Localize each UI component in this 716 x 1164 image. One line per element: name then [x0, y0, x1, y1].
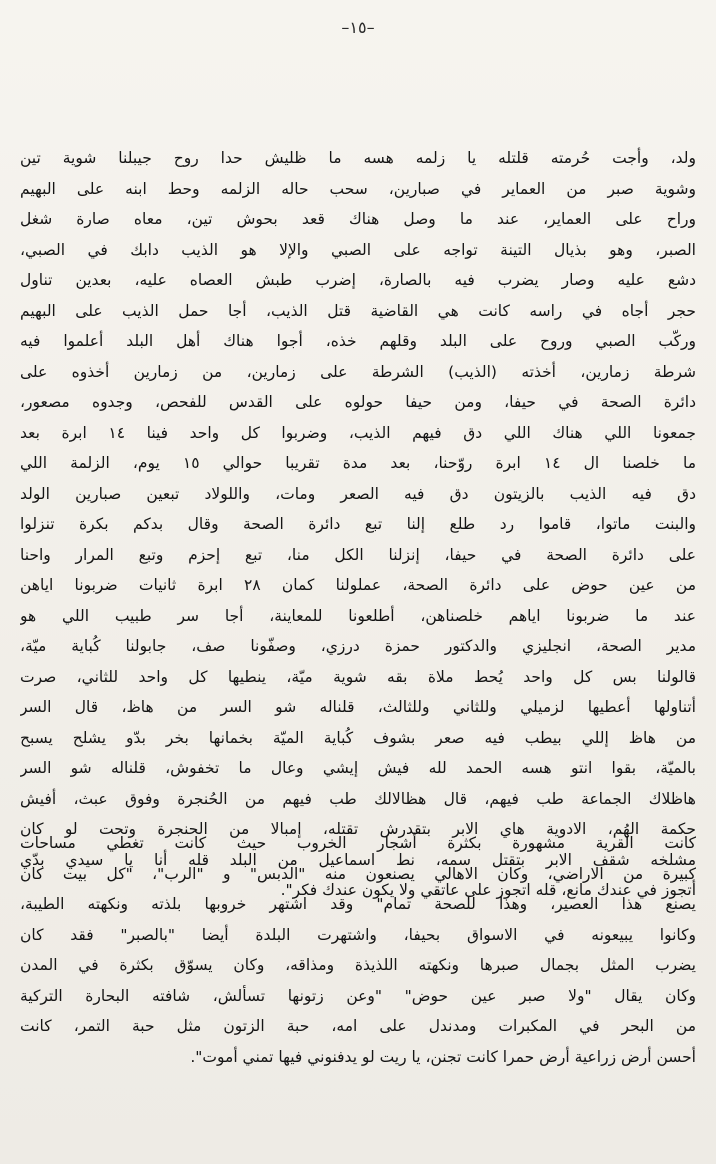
text-line: أتجوز في عندك مانع، قله اتجوز على عاتقي ولا يكون عندك فكر". [280, 881, 696, 899]
text-line: شرطة زمارين، أخذته (الذيب) الشرطة على زمارين، من زمارين أخذوه على [20, 362, 696, 381]
text-line: وكان يقال "ولا صبر عين حوض" "وعن زتونها تسألش، شافته البحارة التركية [20, 986, 696, 1005]
text-line: والبنت ماتوا، قاموا رد طلع إلنا تبع دائرة الصحة وقال بدكم بكرة تنزلوا [20, 515, 696, 533]
text-line: حكمة الهُم، الادوية هاي الابر بتقدرش تقتله، إمبالا من الحنجرة وتحت لو كان [20, 820, 696, 838]
text-line: عند ما ضربونا اياهم خلصناهن، أطلعونا للمعاينة، أجا سر طبيب اللي هو [20, 606, 696, 625]
paragraph-village [20, 828, 696, 1072]
text-line: دشع عليه وصار يضرب فيه بالصارة، إضرب طبش العصاه عليه، بعدين تناول [20, 271, 696, 289]
text-line: كانت القرية مشهورة بكثرة أشجار الخروب حيث كانت تغطي مساحات [20, 834, 696, 852]
text-line: الصبر، وهو بذيال التينة تواجه على الصبي والإلا هو الذيب دابك في الصبي، [20, 240, 696, 259]
text-line: على دائرة الصحة في حيفا، إنزلنا الكل منا، تبع إحزم وتبع المرار واحنا [20, 545, 696, 564]
text-line: وركّب الصبي وروح على البلد وقلهم خذه، أجوا هناك أهل البلد أعلموا فيه [20, 332, 696, 350]
text-line: دائرة الصحة في حيفا، ومن حيفا حولوه على القدس للفحص، وجدوه مصعور، [20, 393, 696, 411]
text-line: أتناولها أعطيها لزميلي وللثاني وللثالث، قلناله شو السر من هاظ، قال السر [20, 698, 696, 716]
page-number: –١٥– [341, 18, 375, 37]
text-line: هاظلاك الجماعة طب فيهم، قال هظالالك طب فيهم من الحُنجرة وفوق عبث، أفيش [20, 789, 696, 808]
text-line: أحسن أرض زراعية أرض حمرا كانت تجنن، يا ريت لو يدفنوني فيها تمني أموت". [190, 1047, 696, 1066]
text-line: مشلخه شقف الابر بتقتل سمه، نط اسماعيل من البلد قله أنا يا سيدي بدّي [20, 850, 696, 869]
text-line: وشوية صبر من العماير في صبارين، سحب حاله الزلمه وحط ابنه على البهيم [20, 179, 696, 198]
text-line: جمعونا اللي هناك اللي دق فيهم الذيب، وضربوا كل واحد فينا ١٤ ابرة بعد [20, 423, 696, 442]
text-line: بالميّة، بقوا انتو هسه الحمد لله فيش إيشي وعال ما تخفوش، قلناله شو السر [20, 759, 696, 777]
text-line: من البحر في المكبرات ومدندل على امه، حبة الزتون مثل حبة التمر، كانت [20, 1017, 696, 1035]
text-line: وكانوا يبيعونه في الاسواق بحيفا، واشتهرت البلدة أيضا "بالصبر" فقد كان [20, 925, 696, 944]
text-line: حجر أجاه في راسه كانت هي القاضية قتل الذيب، أجا حمل الذيب على البهيم [20, 301, 696, 320]
text-line: من هاظ إللي بيطب فيه صعر بشوف كُباية الميّة بخمانها بخر بدّو يشلح يسبح [20, 728, 696, 747]
text-line: وراح على العماير، عند ما وصل هناك قعد بحوش تين، معاه صارة شغل [20, 210, 696, 228]
text-line: يصنع هذا العصير، وهذا للصحة تمام" وقد اشتهر خروبها بلذته ونكهته الطيبة، [20, 895, 696, 913]
text-line: يضرب المثل بجمال صبرها ونكهته اللذيذة ومذاقه، وكان يسوّق بكثرة في المدن [20, 956, 696, 974]
text-line: ما خلصنا ال ١٤ ابرة روّحنا، بعد مدة تقريبا حوالي ١٥ يوم، الزلمة اللي [20, 454, 696, 472]
text-line: كبيرة من الاراضي، وكان الاهالي يصنعون منه "الدبس" و "الرب"، "كل بيت كان [20, 864, 696, 883]
text-line: ولد، وأجت حُرمته قلتله يا زلمه هسه ما ظليش حدا روح جيبلنا شوية تين [20, 149, 696, 167]
paragraph-story [20, 143, 696, 906]
text-line: مدير الصحة، انجليزي والدكتور حمزة درزي، وصفّونا صف، جابولنا كُباية ميّة، [20, 637, 696, 655]
text-line: من عين حوض على دائرة الصحة، عملولنا كمان ٢٨ ابرة ثانيات ضربونا اياهن [20, 576, 696, 594]
text-line: قالولنا بس كل واحد يُحط ملاة بقه شوية ميّة، ينطيها كل واحد للثاني، صرت [20, 667, 696, 686]
text-line: دق فيه الذيب بالزيتون دق فيه الصعر ومات، واللولاد تبعين صبارين الولد [20, 484, 696, 503]
